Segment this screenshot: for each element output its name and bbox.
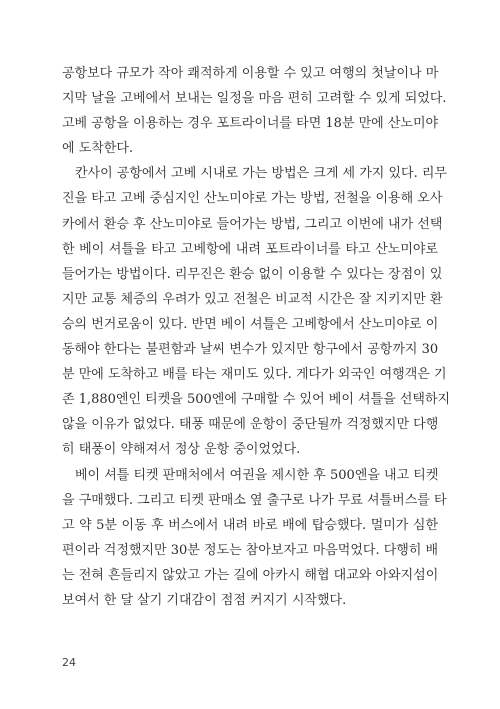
text-line: 공항보다 규모가 작아 쾌적하게 이용할 수 있고 여행의 첫날이나 마 bbox=[62, 66, 439, 81]
text-line: 들어가는 방법이다. 리무진은 환승 없이 이용할 수 있다는 장점이 있 bbox=[62, 266, 443, 282]
text-line: 베이 셔틀 티켓 판매처에서 여권을 제시한 후 500엔을 내고 티켓 bbox=[75, 467, 439, 483]
page-number: 24 bbox=[62, 656, 76, 669]
text-line: 않을 이유가 없었다. 태풍 때문에 운항이 중단될까 걱정했지만 다행 bbox=[62, 417, 439, 433]
text-line: 는 전혀 흔들리지 않았고 가는 길에 아카시 해협 대교와 아와지섬이 bbox=[62, 567, 439, 583]
text-line: 보여서 한 달 살기 기대감이 점점 커지기 시작했다. bbox=[62, 592, 347, 608]
paragraph bbox=[62, 61, 447, 161]
paragraph bbox=[62, 463, 447, 614]
body-text bbox=[62, 61, 451, 613]
text-line: 고베 공항을 이용하는 경우 포트라이너를 타면 18분 만에 산노미야 bbox=[62, 116, 439, 132]
text-line: 칸사이 공항에서 고베 시내로 가는 방법은 크게 세 가지 있다. 리무 bbox=[75, 166, 447, 182]
text-line: 승의 번거로움이 있다. 반면 베이 셔틀은 고베항에서 산노미야로 이 bbox=[62, 316, 439, 332]
text-line: 에 도착한다. bbox=[62, 141, 134, 157]
text-line: 지막 날을 고베에서 보내는 일정을 마음 편히 고려할 수 있게 되었다. bbox=[62, 91, 447, 107]
text-line: 진을 타고 고베 중심지인 산노미야로 가는 방법, 전철을 이용해 오사 bbox=[62, 191, 443, 207]
text-line: 히 태풍이 약해져서 정상 운항 중이었었다. bbox=[62, 442, 301, 458]
text-line: 을 구매했다. 그리고 티켓 판매소 옆 출구로 나가 무료 셔틀버스를 타 bbox=[62, 492, 447, 508]
text-line: 카에서 환승 후 산노미야로 들어가는 방법, 그리고 이번에 내가 선택 bbox=[62, 216, 443, 232]
text-line: 존 1,880엔인 티켓을 500엔에 구매할 수 있어 베이 셔틀을 선택하지 bbox=[62, 392, 451, 408]
text-line: 고 약 5분 이동 후 버스에서 내려 바로 배에 탑승했다. 멀미가 심한 bbox=[62, 517, 438, 533]
paragraph bbox=[62, 161, 451, 462]
text-line: 편이라 걱정했지만 30분 정도는 참아보자고 마음먹었다. 다행히 배 bbox=[62, 542, 439, 558]
text-line: 동해야 한다는 불편함과 날씨 변수가 있지만 항구에서 공항까지 30 bbox=[62, 342, 439, 358]
text-line: 지만 교통 체증의 우려가 있고 전철은 비교적 시간은 잘 지키지만 환 bbox=[62, 291, 443, 307]
text-line: 한 베이 셔틀을 타고 고베항에 내려 포트라이너를 타고 산노미야로 bbox=[62, 241, 438, 257]
text-line: 분 만에 도착하고 배를 타는 재미도 있다. 게다가 외국인 여행객은 기 bbox=[62, 367, 447, 383]
